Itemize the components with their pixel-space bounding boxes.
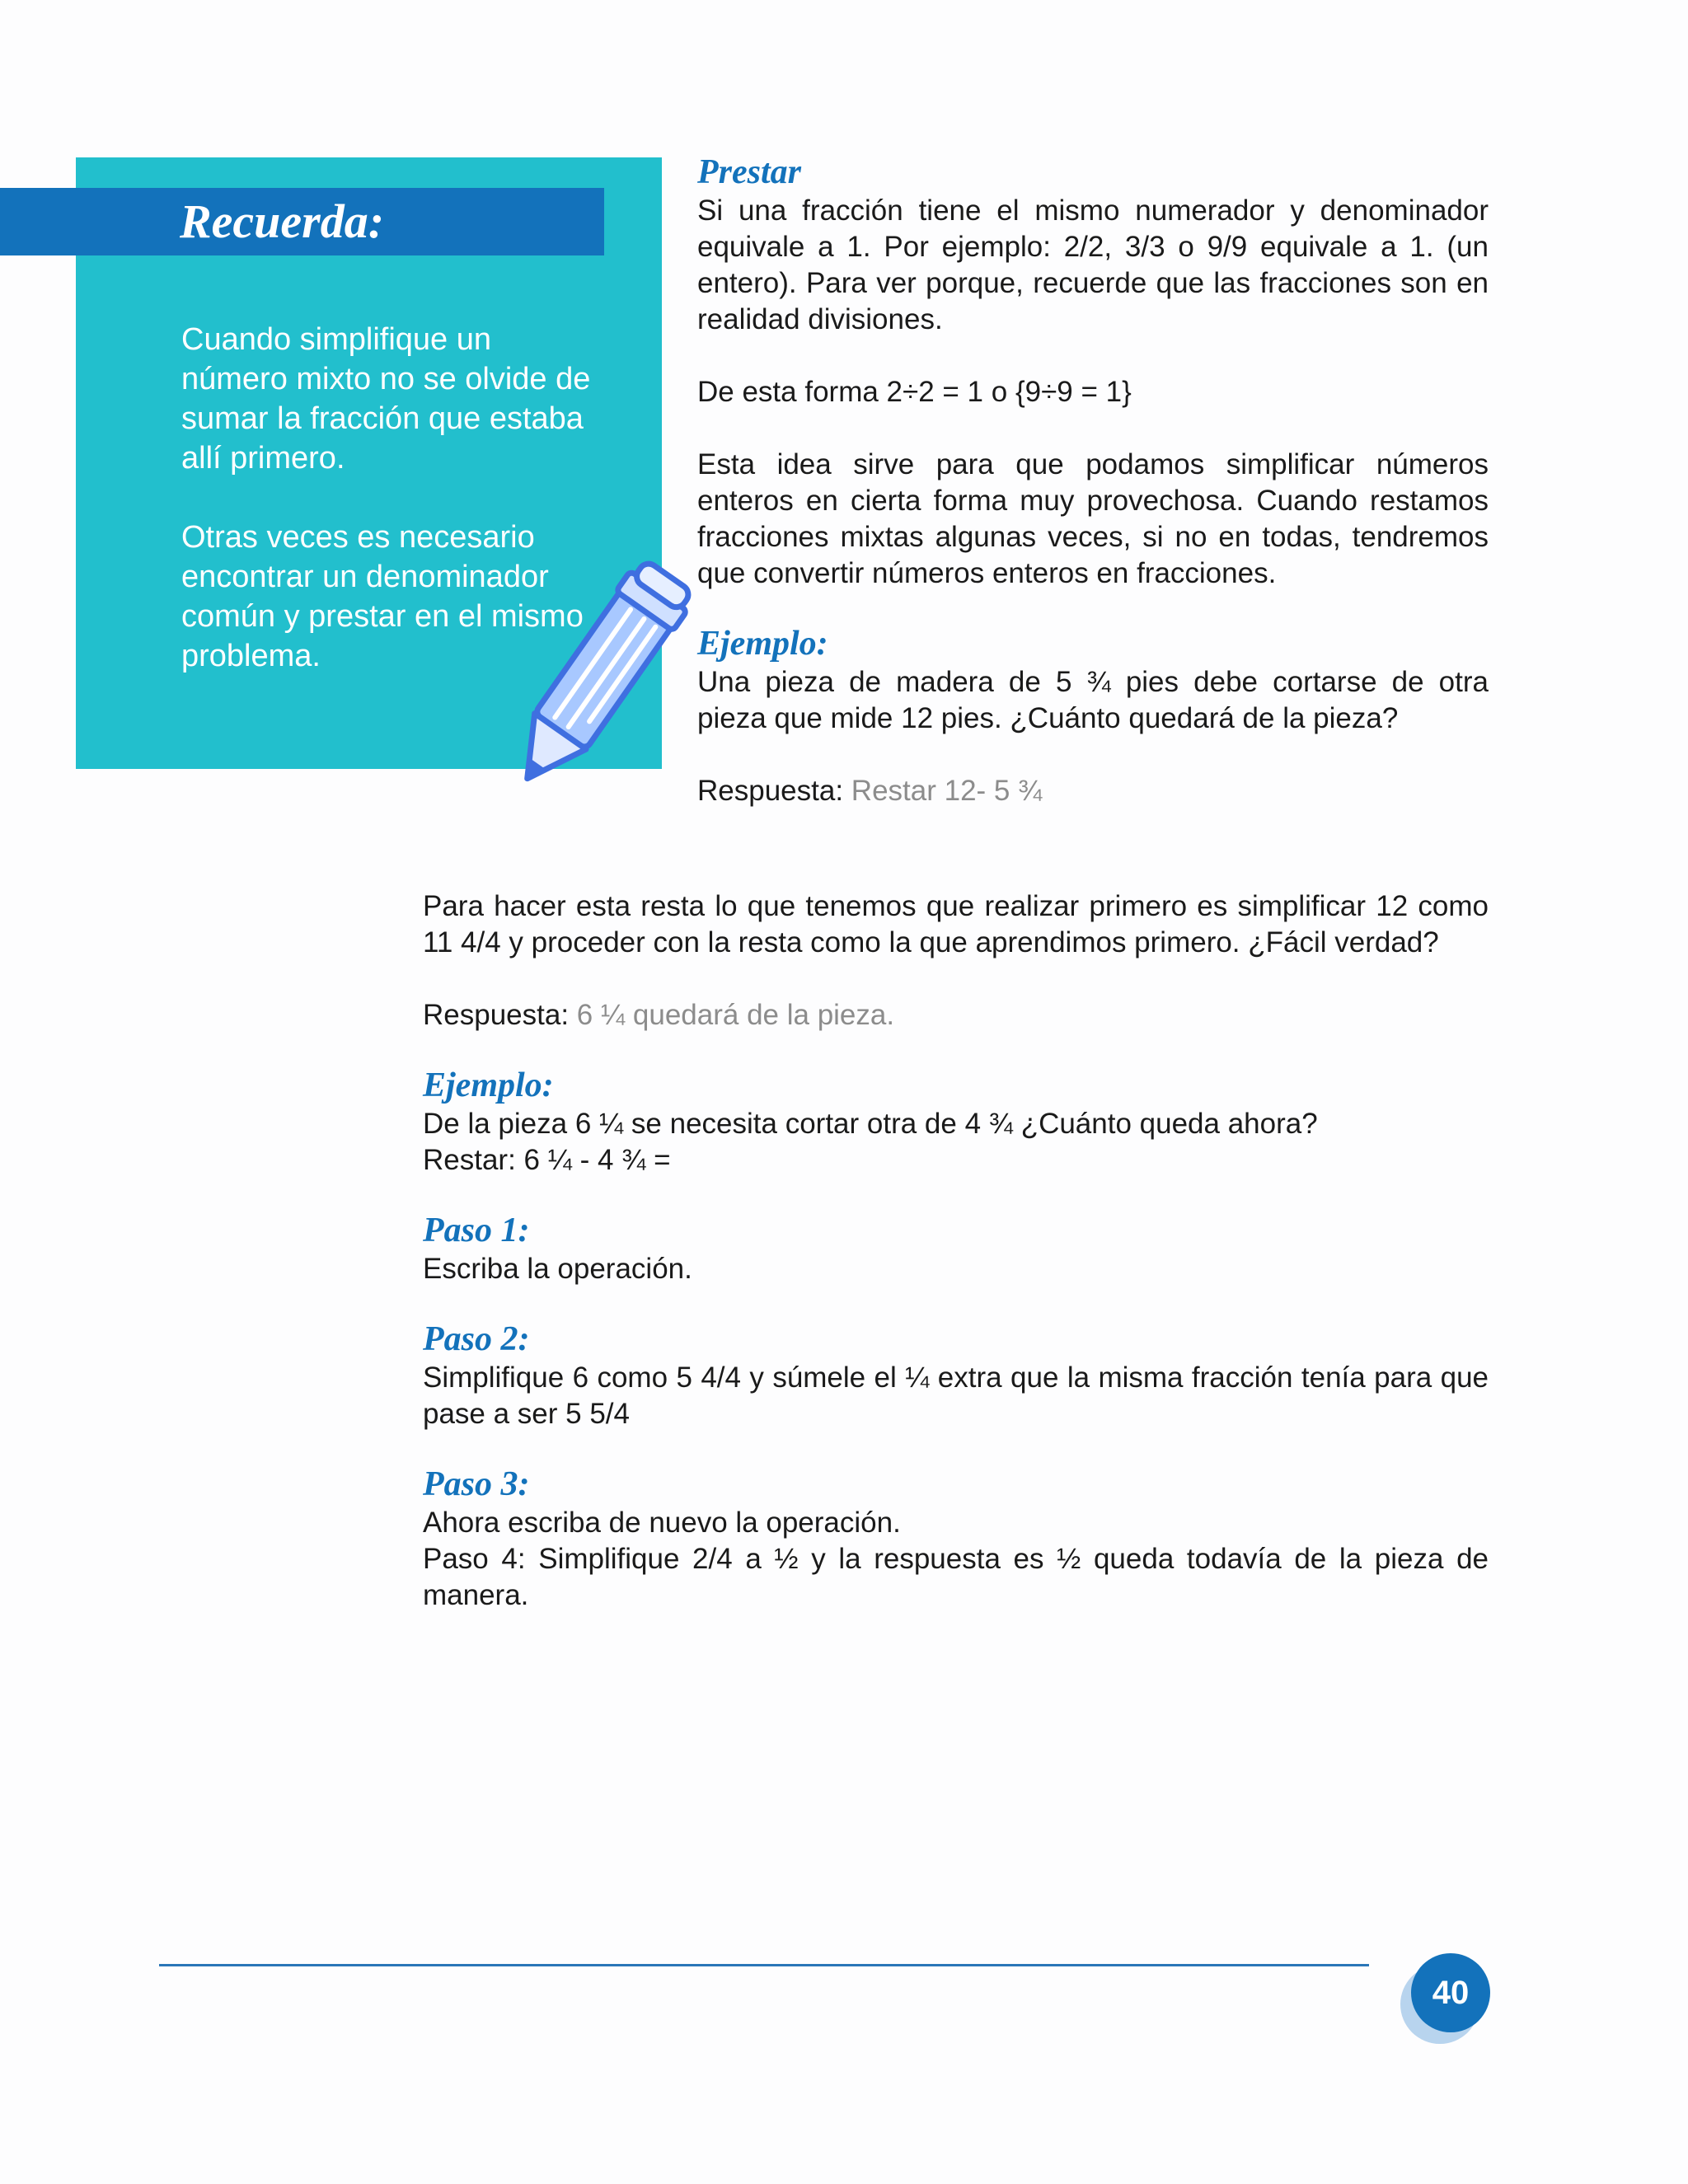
reminder-title: Recuerda: [180, 194, 385, 248]
answer-label: Respuesta: [423, 999, 570, 1031]
pencil-icon [486, 552, 701, 816]
step-3-line-1: Ahora escriba de nuevo la operación. [423, 1507, 901, 1539]
example-1-text: Una pieza de madera de 5 ¾ pies debe cortarse de otra pieza que mide 12 pies. ¿Cuánto quedará de la pieza? [697, 666, 1489, 734]
prestar-paragraph-3: Esta idea sirve para que podamos simplificar números enteros en cierta forma muy provechosa. Cuando restamos fracciones mixtas algunas veces, si no en todas, tendremos que convertir números enteros en fracciones. [697, 448, 1489, 589]
step-1-text: Escriba la operación. [423, 1253, 692, 1285]
page-number: 40 [1411, 1953, 1490, 2032]
answer-value: 6 ¼ quedará de la pieza. [576, 999, 895, 1031]
step-2-text: Simplifique 6 como 5 4/4 y súmele el ¼ extra que la misma fracción tenía para que pase a ser 5 5/4 [423, 1361, 1489, 1430]
prestar-heading: Prestar [697, 153, 801, 191]
example-2-line-2: Restar: 6 ¼ - 4 ¾ = [423, 1144, 671, 1176]
answer-label: Respuesta: [697, 775, 844, 807]
step-3-heading: Paso 3: [423, 1465, 530, 1503]
prestar-section [697, 152, 1489, 809]
answer-value: Restar 12- 5 ¾ [851, 775, 1043, 807]
explanation-text: Para hacer esta resta lo que tenemos que realizar primero es simplificar 12 como 11 4/4 y proceder con la resta como la que aprendimos primero. ¿Fácil verdad? [423, 890, 1489, 958]
footer-divider [159, 1964, 1369, 1966]
reminder-paragraph-1: Cuando simplifique un número mixto no se olvide de sumar la fracción que estaba allí primero. [181, 322, 591, 476]
example-2-line-1: De la pieza 6 ¼ se necesita cortar otra de 4 ¾ ¿Cuánto queda ahora? [423, 1108, 1318, 1140]
reminder-paragraph-2: Otras veces es necesario encontrar un denominador común y prestar en el mismo problema. [181, 520, 584, 673]
step-3-line-2: Paso 4: Simplifique 2/4 a ½ y la respuesta es ½ queda todavía de la pieza de manera. [423, 1543, 1489, 1611]
step-2-heading: Paso 2: [423, 1320, 530, 1358]
example-2-heading: Ejemplo: [423, 1066, 554, 1104]
prestar-paragraph-2: De esta forma 2÷2 = 1 o {9÷9 = 1} [697, 376, 1132, 408]
prestar-paragraph-1: Si una fracción tiene el mismo numerador y denominador equivale a 1. Por ejemplo: 2/2, 3/3 o 9/9 equivale a 1. (un entero). Para ver porque, recuerde que las fracciones son en realidad divisiones. [697, 194, 1489, 335]
example-1-heading: Ejemplo: [697, 625, 828, 663]
example-1-answer [697, 773, 1489, 809]
explanation-answer [423, 997, 1489, 1033]
main-section [423, 888, 1489, 1614]
step-1-heading: Paso 1: [423, 1212, 530, 1249]
